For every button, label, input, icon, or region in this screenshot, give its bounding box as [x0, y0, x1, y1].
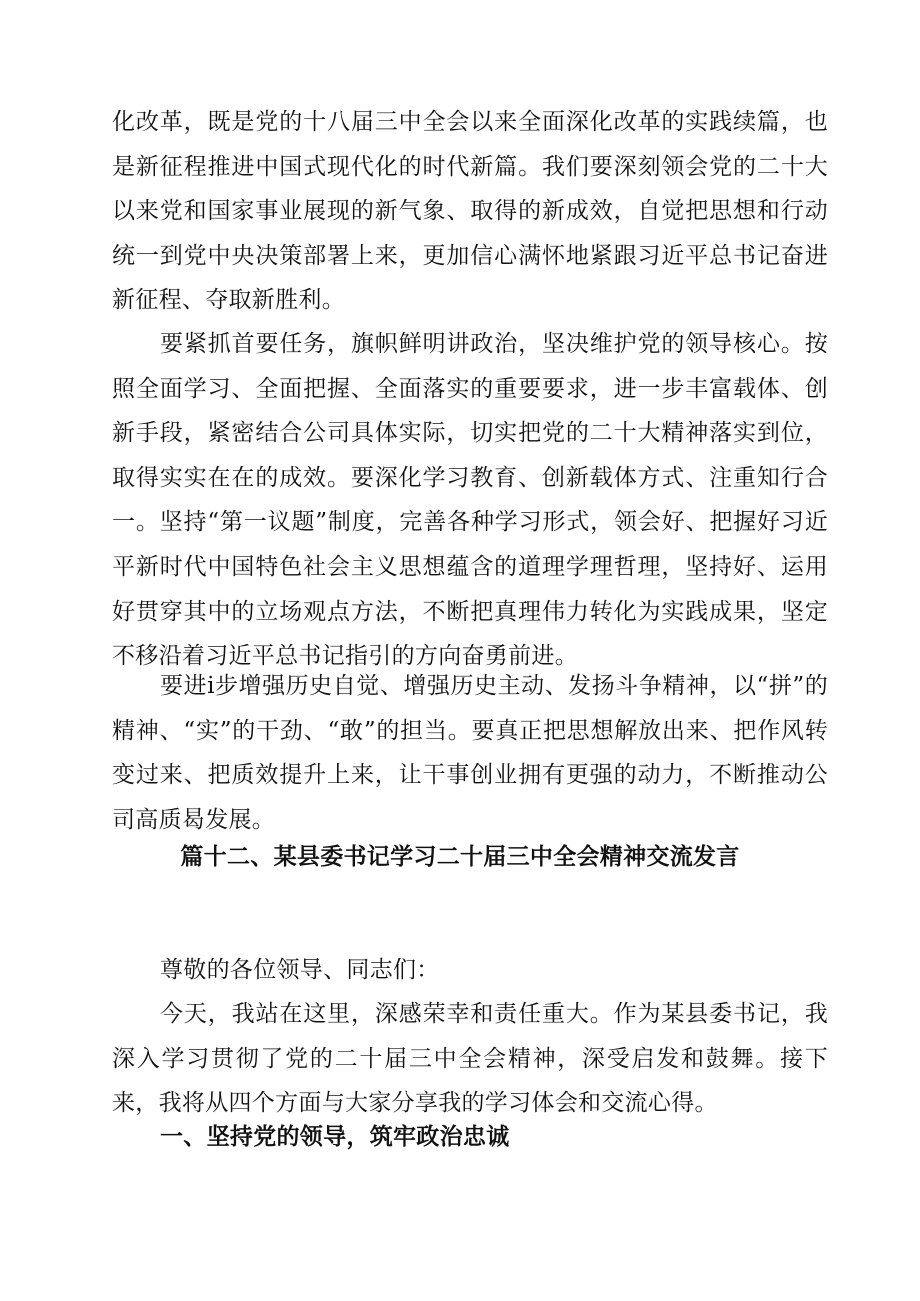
- paragraph-1: 化改革，既是党的十八届三中全会以来全面深化改革的实践续篇，也是新征程推进中国式现代化的时代新篇。我们要深刻领会党的二十大以来党和国家事业展现的新气象、取得的新成效，自觉把思想和行动统一到党中央决策部署上来，更加信心满怀地紧跟习近平总书记奋进新征程、夺取新胜利。: [112, 109, 828, 314]
- heading-1: 一、坚持党的领导，筑牢政治忠诚: [160, 1124, 510, 1150]
- paragraph-4: 今天，我站在这里，深感荣幸和责任重大。作为某县委书记，我深入学习贯彻了党的二十届三中全会精神，深受启发和鼓舞。接下来，我将从四个方面与大家分享我的学习体会和交流心得。: [112, 1001, 828, 1117]
- section-title: 篇十二、某县委书记学习二十届三中全会精神交流发言: [180, 844, 740, 870]
- greeting: 尊敬的各位领导、同志们：: [160, 957, 440, 983]
- paragraph-3: 要进i步增强历史自觉、增强历史主动、发扬斗争精神，以“拼”的精神、“实”的干劲、“敢”的担当。要真正把思想解放出来、把作风转变过来、把质效提升上来，让干事创业拥有更强的动力，不断推动公司高质曷发展。: [112, 673, 828, 833]
- paragraph-2: 要紧抓首要任务，旗帜鲜明讲政治，坚决维护党的领导核心。按照全面学习、全面把握、全面落实的重要要求，进一步丰富载体、创新手段，紧密结合公司具体实际，切实把党的二十大精神落实到位，取得实实在在的成效。要深化学习教育、创新载体方式、注重知行合一。坚持“第一议题”制度，完善各种学习形式，领会好、把握好习近平新时代中国特色社会主义思想蕴含的道理学理哲理，坚持好、运用好贯穿其中的立场观点方法，不断把真理伟力转化为实践成果，坚定不移沿着习近平总书记指引的方向奋勇前进。: [112, 331, 828, 670]
